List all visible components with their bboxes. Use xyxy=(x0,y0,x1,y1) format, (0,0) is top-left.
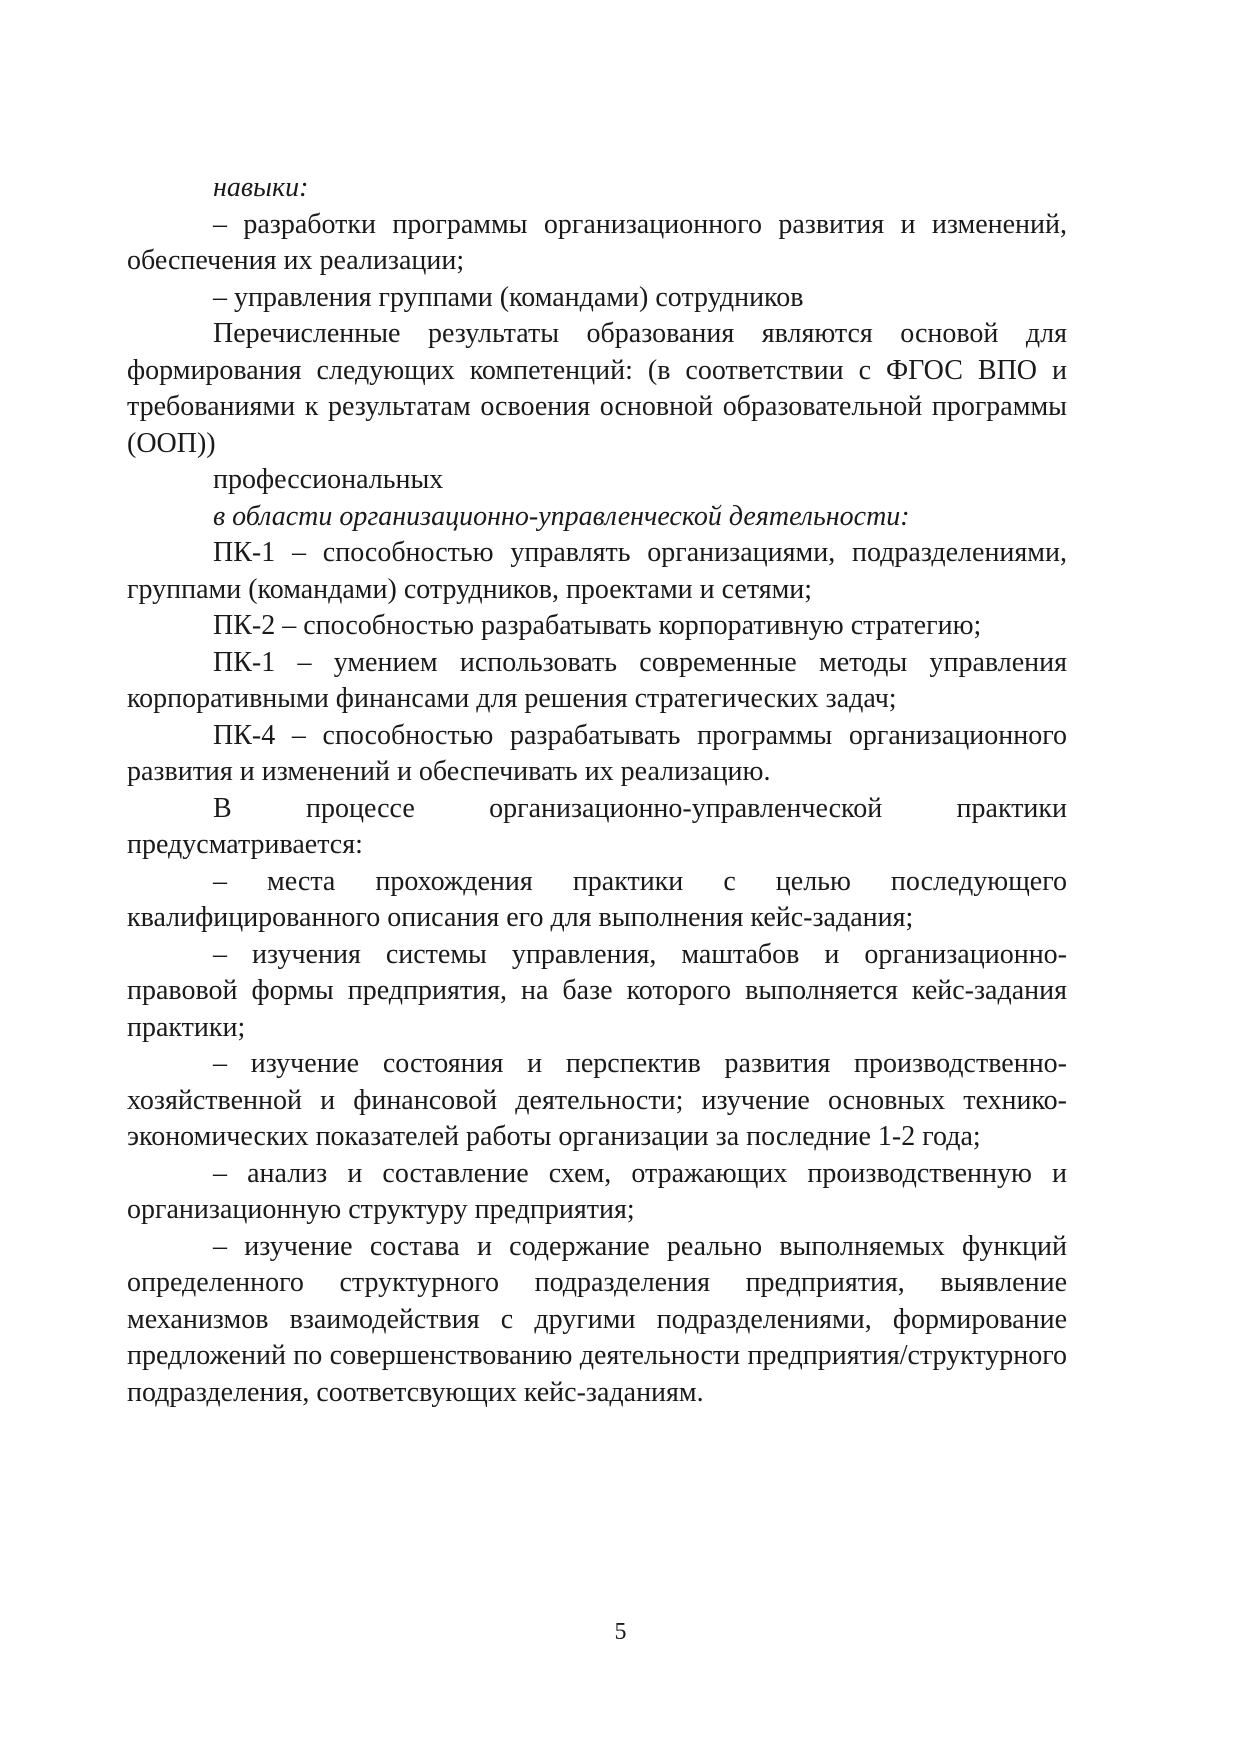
practice-item-functions: – изучение состава и содержание реально выполняемых функций определенного структурного подразделения предприятия, выявление механизмов взаимодействия с другими подразделениями, формирование предложений по совершенствованию деятельности предприятия/структурного подразделения, соответсвующих кейс-заданиям. xyxy=(127,1230,1067,1408)
body-text xyxy=(127,170,1067,1411)
skill-item-management: – управления группами (командами) сотрудников xyxy=(213,281,804,313)
practice-item-schemes: – анализ и составление схем, отражающих производственную и организационную структуру предприятия; xyxy=(127,1157,1067,1225)
practice-intro: В процессе организационно-управленческой практики предусматривается: xyxy=(127,792,1067,860)
competency-pk1-finance: ПК-1 – умением использовать современные методы управления корпоративными финансами для решения стратегических задач; xyxy=(127,646,1067,714)
skills-heading: навыки: xyxy=(213,172,309,203)
competency-pk1-manage: ПК-1 – способностью управлять организациями, подразделениями, группами (командами) сотрудников, проектами и сетями; xyxy=(127,537,1067,605)
competency-area-heading: в области организационно-управленческой деятельности: xyxy=(213,500,910,532)
skill-item-development: – разработки программы организационного развития и изменений, обеспечения их реализации; xyxy=(127,208,1067,276)
competency-category: профессиональных xyxy=(213,464,444,495)
practice-item-system: – изучения системы управления, маштабов и организационно-правовой формы предприятия, на базе которого выполняется кейс-задания практики; xyxy=(127,938,1067,1043)
practice-item-place: – места прохождения практики с целью последующего квалифицированного описания его для выполнения кейс-задания; xyxy=(127,865,1067,933)
practice-item-state: – изучение состояния и перспектив развития производственно-хозяйственной и финансовой деятельности; изучение основных технико-экономических показателей работы организации за последние 1-2 года; xyxy=(127,1048,1067,1152)
page-number: 5 xyxy=(614,1619,627,1645)
competency-pk4: ПК-4 – способностью разрабатывать программы организационного развития и изменений и обеспечивать их реализацию. xyxy=(127,719,1067,787)
competency-pk2: ПК-2 – способностью разрабатывать корпоративную стратегию; xyxy=(213,610,982,641)
competencies-intro: Перечисленные результаты образования являются основой для формирования следующих компетенций: (в соответствии с ФГОС ВПО и требованиями к результатам освоения основной образовательной программы (ООП)) xyxy=(127,318,1067,459)
